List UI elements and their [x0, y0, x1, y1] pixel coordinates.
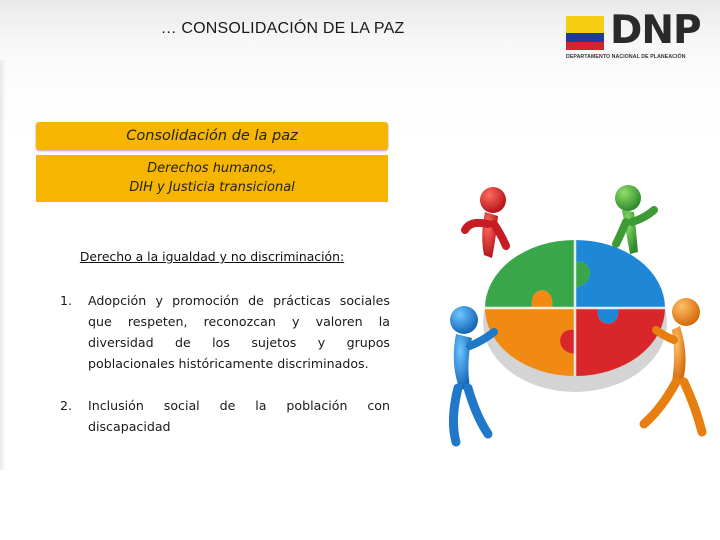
rights-list: [60, 290, 390, 437]
logo-subtitle: DEPARTAMENTO NACIONAL DE PLANEACIÓN: [566, 54, 686, 60]
green-figure: [615, 185, 654, 254]
subtopic-line-2: DIH y Justicia transicional: [129, 180, 295, 195]
section-heading: Derecho a la igualdad y no discriminación:: [79, 249, 345, 264]
puzzle-team-icon: [440, 180, 715, 470]
list-item: [60, 395, 390, 437]
subtopic-banner: [36, 155, 388, 202]
logo-text: DNP: [610, 8, 701, 53]
dnp-logo: [562, 8, 712, 64]
puzzle-disc: [483, 240, 667, 392]
list-item-text: Adopción y promoción de prácticas sociales que respeten, reconozcan y valoren la diversidad de los sujetos y grupos poblacionales históricamente discriminados.: [88, 293, 390, 371]
subtopic-line-1: Derechos humanos,: [147, 161, 277, 176]
red-figure: [465, 187, 506, 258]
list-item: [60, 290, 390, 374]
colombia-flag-icon: [566, 16, 604, 50]
list-item-number: 1.: [60, 293, 73, 308]
topic-banner: Consolidación de la paz: [36, 122, 388, 150]
list-item-text: Inclusión social de la población con discapacidad: [88, 398, 390, 434]
slide-title: … CONSOLIDACIÓN DE LA PAZ: [160, 20, 405, 37]
list-item-number: 2.: [60, 398, 73, 413]
